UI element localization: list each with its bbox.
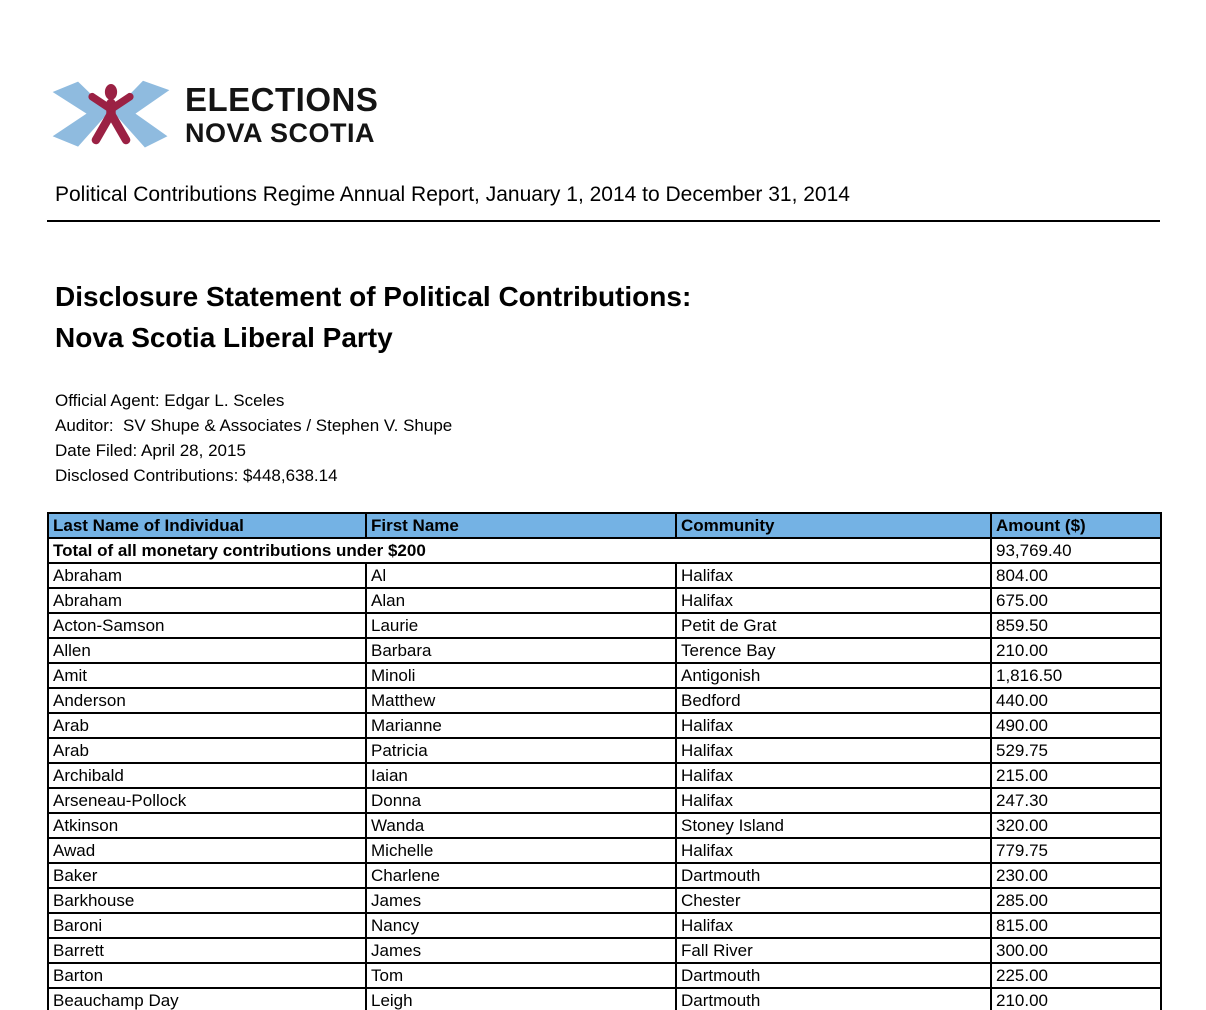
cell-community: Terence Bay	[676, 638, 991, 663]
cell-amount: 779.75	[991, 838, 1161, 863]
cell-amount: 210.00	[991, 988, 1161, 1010]
cell-amount: 210.00	[991, 638, 1161, 663]
cell-last: Abraham	[48, 588, 366, 613]
table-row	[48, 938, 1161, 963]
table-row	[48, 763, 1161, 788]
table-row	[48, 963, 1161, 988]
cell-first: Alan	[366, 588, 676, 613]
filing-info	[55, 388, 1160, 488]
table-header-row	[48, 513, 1161, 538]
cell-amount: 804.00	[991, 563, 1161, 588]
table-row	[48, 788, 1161, 813]
cell-last: Arseneau-Pollock	[48, 788, 366, 813]
table-row	[48, 913, 1161, 938]
cell-last: Arab	[48, 738, 366, 763]
cell-first: Tom	[366, 963, 676, 988]
header-first-name: First Name	[366, 513, 676, 538]
cell-amount: 230.00	[991, 863, 1161, 888]
auditor-line: Auditor: SV Shupe & Associates / Stephen V. Shupe	[55, 416, 453, 435]
cell-amount: 490.00	[991, 713, 1161, 738]
contributions-table	[47, 512, 1162, 1010]
cell-last: Anderson	[48, 688, 366, 713]
elections-nova-scotia-logo	[47, 76, 1160, 156]
date-filed-line: Date Filed: April 28, 2015	[55, 441, 246, 460]
cell-first: Al	[366, 563, 676, 588]
cell-first: Leigh	[366, 988, 676, 1010]
cell-community: Fall River	[676, 938, 991, 963]
cell-first: Michelle	[366, 838, 676, 863]
cell-last: Awad	[48, 838, 366, 863]
cell-first: Iaian	[366, 763, 676, 788]
cell-community: Halifax	[676, 713, 991, 738]
table-row	[48, 613, 1161, 638]
cell-community: Dartmouth	[676, 988, 991, 1010]
cell-community: Halifax	[676, 588, 991, 613]
logo-wordmark	[185, 82, 378, 148]
cell-community: Halifax	[676, 838, 991, 863]
cell-first: Charlene	[366, 863, 676, 888]
table-row	[48, 813, 1161, 838]
table-row	[48, 663, 1161, 688]
cell-last: Barkhouse	[48, 888, 366, 913]
cell-community: Dartmouth	[676, 963, 991, 988]
cell-community: Halifax	[676, 763, 991, 788]
cell-amount: 1,816.50	[991, 663, 1161, 688]
cell-amount: 285.00	[991, 888, 1161, 913]
logo-line-elections: ELECTIONS	[185, 81, 379, 118]
header-last-name: Last Name of Individual	[48, 513, 366, 538]
cell-amount: 300.00	[991, 938, 1161, 963]
table-row	[48, 988, 1161, 1010]
cell-last: Archibald	[48, 763, 366, 788]
table-row	[48, 563, 1161, 588]
cell-community: Halifax	[676, 913, 991, 938]
table-row	[48, 638, 1161, 663]
cell-amount: 225.00	[991, 963, 1161, 988]
cell-last: Allen	[48, 638, 366, 663]
disclosed-contributions-line: Disclosed Contributions: $448,638.14	[55, 466, 338, 485]
cell-last: Abraham	[48, 563, 366, 588]
table-row	[48, 688, 1161, 713]
cell-amount: 215.00	[991, 763, 1161, 788]
statement-heading	[55, 276, 1160, 358]
cell-community: Stoney Island	[676, 813, 991, 838]
cell-amount: 320.00	[991, 813, 1161, 838]
logo-line-nova-scotia: NOVA SCOTIA	[185, 118, 376, 148]
header-amount: Amount ($)	[991, 513, 1161, 538]
cell-first: James	[366, 888, 676, 913]
table-row	[48, 713, 1161, 738]
summary-amount: 93,769.40	[991, 538, 1161, 563]
header-community: Community	[676, 513, 991, 538]
cell-amount: 675.00	[991, 588, 1161, 613]
cell-first: James	[366, 938, 676, 963]
statement-heading-line1: Disclosure Statement of Political Contributions:	[55, 281, 692, 312]
table-row	[48, 588, 1161, 613]
cell-amount: 440.00	[991, 688, 1161, 713]
cell-amount: 859.50	[991, 613, 1161, 638]
cell-community: Antigonish	[676, 663, 991, 688]
cell-first: Minoli	[366, 663, 676, 688]
table-row	[48, 838, 1161, 863]
report-title: Political Contributions Regime Annual Report, January 1, 2014 to December 31, 2014	[55, 183, 850, 206]
cell-first: Wanda	[366, 813, 676, 838]
cell-last: Acton-Samson	[48, 613, 366, 638]
statement-heading-line2: Nova Scotia Liberal Party	[55, 322, 393, 353]
cell-first: Patricia	[366, 738, 676, 763]
table-row	[48, 863, 1161, 888]
table-row	[48, 738, 1161, 763]
cell-first: Donna	[366, 788, 676, 813]
cell-community: Dartmouth	[676, 863, 991, 888]
cell-community: Halifax	[676, 738, 991, 763]
cell-last: Barrett	[48, 938, 366, 963]
cell-amount: 247.30	[991, 788, 1161, 813]
cell-first: Matthew	[366, 688, 676, 713]
saltire-figure-icon	[47, 76, 175, 156]
official-agent-line: Official Agent: Edgar L. Sceles	[55, 391, 285, 410]
cell-first: Barbara	[366, 638, 676, 663]
cell-community: Bedford	[676, 688, 991, 713]
cell-last: Barton	[48, 963, 366, 988]
cell-last: Amit	[48, 663, 366, 688]
cell-first: Marianne	[366, 713, 676, 738]
cell-community: Petit de Grat	[676, 613, 991, 638]
summary-row	[48, 538, 1161, 563]
cell-amount: 815.00	[991, 913, 1161, 938]
cell-amount: 529.75	[991, 738, 1161, 763]
cell-last: Atkinson	[48, 813, 366, 838]
cell-first: Laurie	[366, 613, 676, 638]
summary-label: Total of all monetary contributions under $200	[48, 538, 991, 563]
document-page	[0, 76, 1206, 1010]
cell-community: Halifax	[676, 563, 991, 588]
cell-last: Beauchamp Day	[48, 988, 366, 1010]
cell-last: Baroni	[48, 913, 366, 938]
title-divider	[47, 220, 1160, 222]
table-row	[48, 888, 1161, 913]
cell-community: Halifax	[676, 788, 991, 813]
cell-community: Chester	[676, 888, 991, 913]
cell-first: Nancy	[366, 913, 676, 938]
cell-last: Arab	[48, 713, 366, 738]
cell-last: Baker	[48, 863, 366, 888]
